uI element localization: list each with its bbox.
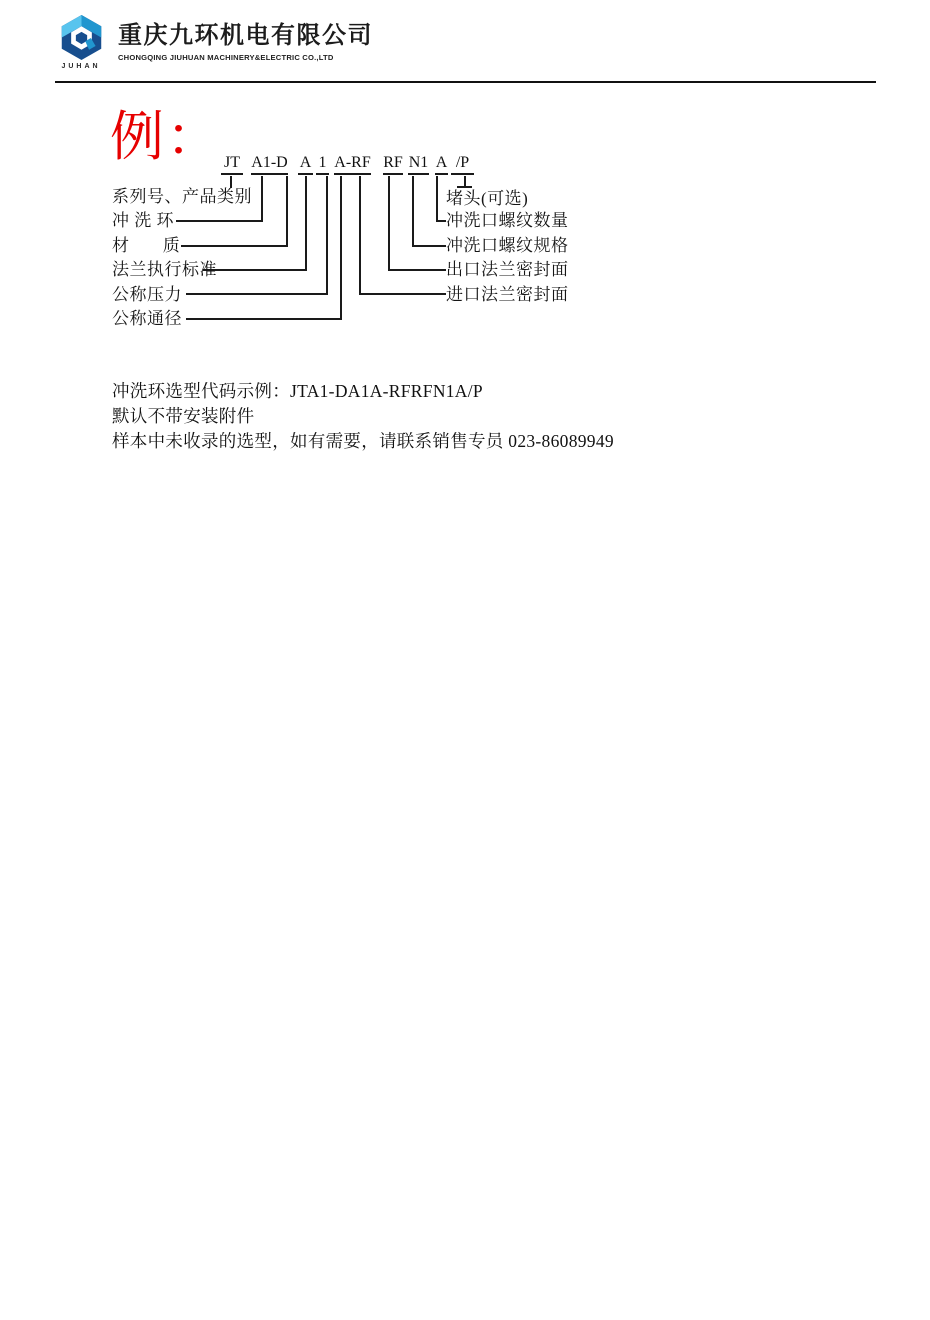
connector-line	[305, 176, 307, 271]
connector-line	[186, 293, 328, 295]
note-contact-sales: 样本中未收录的选型，如有需要，请联系销售专员 023-86089949	[112, 431, 614, 451]
connector-line	[412, 176, 414, 247]
left-label-flange-std: 法兰执行标准	[112, 260, 217, 279]
notes-block	[112, 379, 614, 454]
code-segment-thread-spec: N1	[408, 151, 429, 175]
connector-line	[436, 220, 446, 222]
connector-line	[457, 186, 472, 188]
connector-line	[203, 269, 307, 271]
header-divider	[55, 81, 876, 83]
code-segment-thread-qty: A	[435, 151, 448, 175]
note-code-example: 冲洗环选型代码示例：JTA1-DA1A-RFRFN1A/P	[112, 381, 483, 401]
connector-line	[181, 245, 288, 247]
left-label-material: 材 质	[112, 236, 181, 255]
company-name-block	[118, 23, 373, 62]
connector-line	[359, 293, 446, 295]
connector-line	[186, 318, 342, 320]
right-label-thread-qty: 冲洗口螺纹数量	[446, 211, 569, 230]
code-segment-series: JT	[221, 151, 243, 175]
code-segment-pressure: 1	[316, 151, 329, 175]
right-label-thread-spec: 冲洗口螺纹规格	[446, 236, 569, 255]
connector-line	[176, 220, 263, 222]
left-label-bore: 公称通径	[112, 309, 182, 328]
company-name-zh: 重庆九环机电有限公司	[118, 23, 373, 49]
company-name-en: CHONGQING JIUHUAN MACHINERY&ELECTRIC CO.,LTD	[118, 53, 334, 62]
logo-hexagon-icon	[58, 13, 105, 62]
right-label-plug: 堵头(可选)	[446, 189, 529, 208]
connector-line	[340, 176, 342, 320]
left-label-series: 系列号、产品类别	[112, 187, 252, 206]
code-segment-plug: /P	[451, 151, 474, 175]
example-marker: 例：	[110, 107, 222, 167]
connector-line	[388, 176, 390, 271]
code-segment-flange-std: A	[298, 151, 313, 175]
left-label-flush-ring: 冲 洗 环	[112, 211, 174, 230]
left-label-pressure: 公称压力	[112, 285, 182, 304]
connector-line	[436, 176, 438, 222]
connector-line	[286, 176, 288, 247]
company-logo	[55, 13, 107, 70]
right-label-outlet-face: 出口法兰密封面	[446, 260, 569, 279]
code-segment-bore-inlet: A-RF	[334, 151, 371, 175]
connector-line	[388, 269, 446, 271]
logo-wordmark: JUHAN	[61, 63, 101, 70]
connector-line	[359, 176, 361, 295]
code-segment-outlet-face: RF	[383, 151, 403, 175]
connector-line	[261, 176, 263, 222]
note-default-parts: 默认不带安装附件	[112, 406, 255, 426]
right-label-inlet-face: 进口法兰密封面	[446, 285, 569, 304]
connector-line	[326, 176, 328, 295]
connector-line	[412, 245, 446, 247]
code-segment-ring-material: A1-D	[251, 151, 288, 175]
